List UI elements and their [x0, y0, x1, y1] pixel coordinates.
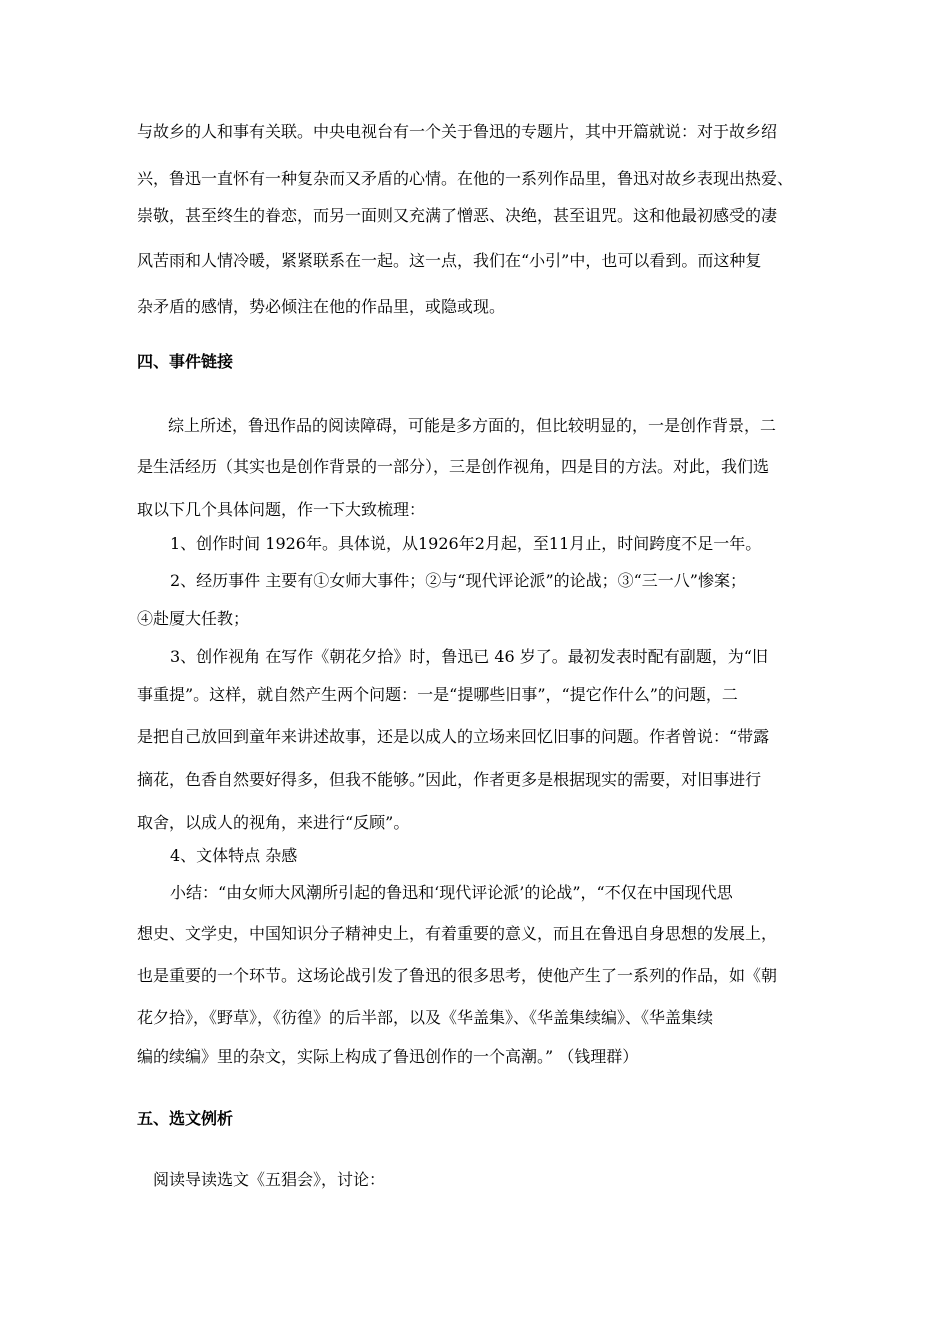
paragraph-line: 小结：“由女师大风潮所引起的鲁迅和‘现代评论派’的论战”，“不仅在中国现代思: [170, 883, 733, 902]
paragraph-line: 事重提”。这样，就自然产生两个问题：一是“提哪些旧事”，“提它作什么”的问题，二: [137, 685, 738, 704]
list-item: 3、创作视角 在写作《朝花夕拾》时，鲁迅已 46 岁了。最初发表时配有副题，为“旧: [170, 647, 768, 666]
list-item: ④赴厦大任教；: [137, 609, 250, 628]
paragraph-line: 是生活经历（其实也是创作背景的一部分），三是创作视角，四是目的方法。对此，我们选: [137, 457, 770, 476]
section-heading: 四、事件链接: [137, 352, 234, 371]
paragraph-line: 也是重要的一个环节。这场论战引发了鲁迅的很多思考，使他产生了一系列的作品，如《朝: [137, 966, 778, 985]
list-item: 2、经历事件 主要有①女师大事件；②与“现代评论派”的论战；③“三一八”惨案；: [170, 571, 746, 590]
paragraph-line: 想史、文学史，中国知识分子精神史上，有着重要的意义，而且在鲁迅自身思想的发展上，: [137, 924, 778, 943]
list-item: 1、创作时间 1926年。具体说，从1926年2月起，至11月止，时间跨度不足一年。: [170, 534, 762, 553]
paragraph-line: 编的续编》里的杂文，实际上构成了鲁迅创作的一个高潮。” （钱理群）: [137, 1047, 639, 1066]
paragraph-line: 风苦雨和人情冷暖，紧紧联系在一起。这一点，我们在“小引”中，也可以看到。而这种复: [137, 251, 762, 270]
paragraph-line: 兴，鲁迅一直怀有一种复杂而又矛盾的心情。在他的一系列作品里，鲁迅对故乡表现出热爱、: [137, 169, 794, 188]
paragraph-line: 取舍，以成人的视角，来进行“反顾”。: [137, 813, 410, 832]
paragraph-line: 取以下几个具体问题，作一下大致梳理：: [137, 500, 426, 519]
paragraph-line: 与故乡的人和事有关联。中央电视台有一个关于鲁迅的专题片，其中开篇就说：对于故乡绍: [137, 122, 778, 141]
paragraph-line: 崇敬，甚至终生的眷恋，而另一面则又充满了憎恶、决绝，甚至诅咒。这和他最初感受的凄: [137, 206, 778, 225]
paragraph-line: 摘花，色香自然要好得多，但我不能够。”因此，作者更多是根据现实的需要，对旧事进行: [137, 770, 762, 789]
paragraph-line: 花夕拾》，《野草》，《彷徨》的后半部，以及《华盖集》、《华盖集续编》、《华盖集续: [137, 1008, 714, 1027]
paragraph-line: 是把自己放回到童年来讲述故事，还是以成人的立场来回忆旧事的问题。作者曾说：“带露: [137, 727, 770, 746]
paragraph-line: 阅读导读选文《五猖会》，讨论：: [153, 1170, 386, 1189]
section-heading: 五、选文例析: [137, 1109, 234, 1128]
list-item: 4、文体特点 杂感: [170, 846, 298, 865]
paragraph-line: 综上所述，鲁迅作品的阅读障碍，可能是多方面的，但比较明显的，一是创作背景，二: [168, 416, 777, 435]
paragraph-line: 杂矛盾的感情，势必倾注在他的作品里，或隐或现。: [137, 297, 506, 316]
